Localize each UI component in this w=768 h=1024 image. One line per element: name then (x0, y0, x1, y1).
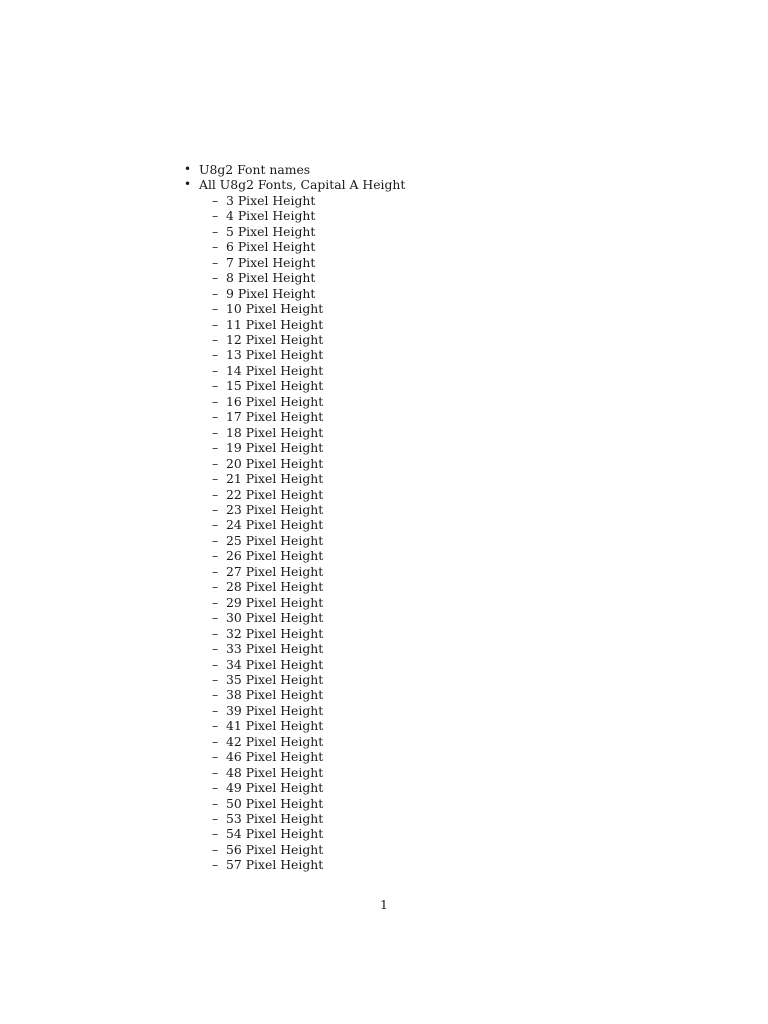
toc-item-label[interactable]: U8g2 Font names (199, 162, 311, 177)
toc-subitem[interactable] (199, 657, 405, 672)
toc-subitem-label[interactable]: 28 Pixel Height (226, 579, 324, 595)
toc-subitem[interactable] (199, 409, 405, 424)
dash-icon: – (212, 826, 219, 842)
toc-subitem[interactable] (199, 687, 405, 702)
toc-subitem-label[interactable]: 19 Pixel Height (226, 440, 324, 456)
dash-icon: – (212, 254, 219, 270)
toc-subitem-label[interactable]: 50 Pixel Height (226, 795, 324, 811)
toc-subitem[interactable] (199, 626, 405, 641)
toc-subitem[interactable] (199, 456, 405, 471)
dash-icon: – (212, 239, 219, 255)
dash-icon: – (212, 563, 219, 579)
toc-subitem-label[interactable]: 16 Pixel Height (226, 393, 324, 409)
toc-subitem-label[interactable]: 14 Pixel Height (226, 362, 324, 378)
dash-icon: – (212, 362, 219, 378)
toc-subitem-label[interactable]: 56 Pixel Height (226, 841, 324, 857)
dash-icon: – (212, 749, 219, 765)
toc-item-label[interactable]: All U8g2 Fonts, Capital A Height (199, 177, 406, 193)
toc-subitem-label[interactable]: 53 Pixel Height (226, 811, 324, 827)
toc-subitem-label[interactable]: 20 Pixel Height (226, 455, 324, 471)
toc-subitem-label[interactable]: 22 Pixel Height (226, 486, 324, 502)
dash-icon: – (212, 285, 219, 301)
dash-icon: – (212, 841, 219, 857)
dash-icon: – (212, 625, 219, 641)
toc-subitem-label[interactable]: 10 Pixel Height (226, 301, 324, 317)
toc-subitem-label[interactable]: 17 Pixel Height (226, 409, 324, 425)
toc-subitem-label[interactable]: 24 Pixel Height (226, 517, 324, 533)
toc-subitem-label[interactable]: 39 Pixel Height (226, 702, 324, 718)
toc-subitem-label[interactable]: 3 Pixel Height (226, 192, 316, 208)
toc-subitem[interactable] (199, 749, 405, 764)
toc-subitem[interactable] (199, 239, 405, 254)
toc-subitem[interactable] (199, 765, 405, 780)
toc-subitem-label[interactable]: 18 Pixel Height (226, 424, 324, 440)
dash-icon: – (212, 440, 219, 456)
toc-subitem[interactable] (199, 255, 405, 270)
toc-subitem[interactable] (199, 595, 405, 610)
toc-subitem[interactable] (199, 703, 405, 718)
bullet-icon: • (184, 177, 192, 192)
page-number: 1 (380, 897, 388, 912)
toc-subitem-label[interactable]: 48 Pixel Height (226, 764, 324, 780)
toc-subitem-label[interactable]: 49 Pixel Height (226, 780, 324, 796)
dash-icon: – (212, 671, 219, 687)
toc-subitem[interactable] (199, 317, 405, 332)
toc-subitem-label[interactable]: 54 Pixel Height (226, 826, 324, 842)
toc-subitem[interactable] (199, 857, 405, 872)
dash-icon: – (212, 702, 219, 718)
dash-icon: – (212, 424, 219, 440)
dash-icon: – (212, 409, 219, 425)
toc-subitem-label[interactable]: 34 Pixel Height (226, 656, 324, 672)
dash-icon: – (212, 795, 219, 811)
toc-subitem[interactable] (199, 208, 405, 223)
toc-sublist (199, 193, 405, 873)
toc-subitem-label[interactable]: 9 Pixel Height (226, 285, 316, 301)
toc-subitem[interactable] (199, 193, 405, 208)
toc-subitem-label[interactable]: 13 Pixel Height (226, 347, 324, 363)
toc-subitem-label[interactable]: 30 Pixel Height (226, 610, 324, 626)
toc-subitem[interactable] (199, 533, 405, 548)
dash-icon: – (212, 780, 219, 796)
toc-subitem-label[interactable]: 8 Pixel Height (226, 270, 316, 286)
toc-subitem-label[interactable]: 12 Pixel Height (226, 331, 324, 347)
toc-subitem[interactable] (199, 332, 405, 347)
toc-subitem-label[interactable]: 38 Pixel Height (226, 687, 324, 703)
toc-subitem[interactable] (199, 564, 405, 579)
dash-icon: – (212, 656, 219, 672)
dash-icon: – (212, 347, 219, 363)
dash-icon: – (212, 579, 219, 595)
toc-subitem-label[interactable]: 42 Pixel Height (226, 733, 324, 749)
dash-icon: – (212, 393, 219, 409)
dash-icon: – (212, 857, 219, 873)
toc-subitem[interactable] (199, 425, 405, 440)
toc-subitem[interactable] (199, 826, 405, 841)
toc-subitem[interactable] (199, 502, 405, 517)
toc-subitem-label[interactable]: 4 Pixel Height (226, 208, 316, 224)
toc-subitem[interactable] (199, 672, 405, 687)
toc-subitem[interactable] (199, 780, 405, 795)
dash-icon: – (212, 270, 219, 286)
toc-subitem[interactable] (199, 286, 405, 301)
dash-icon: – (212, 471, 219, 487)
toc-subitem-label[interactable]: 23 Pixel Height (226, 501, 324, 517)
toc-subitem[interactable] (199, 811, 405, 826)
toc-subitem-label[interactable]: 29 Pixel Height (226, 594, 324, 610)
dash-icon: – (212, 548, 219, 564)
toc-subitem-label[interactable]: 25 Pixel Height (226, 532, 324, 548)
toc-subitem-label[interactable]: 46 Pixel Height (226, 749, 324, 765)
dash-icon: – (212, 610, 219, 626)
toc-subitem-label[interactable]: 6 Pixel Height (226, 239, 316, 255)
toc-item[interactable] (184, 177, 405, 872)
toc-subitem-label[interactable]: 11 Pixel Height (226, 316, 324, 332)
toc-subitem[interactable] (199, 394, 405, 409)
toc-subitem-label[interactable]: 35 Pixel Height (226, 671, 324, 687)
toc-subitem-label[interactable]: 32 Pixel Height (226, 625, 324, 641)
toc-subitem[interactable] (199, 718, 405, 733)
table-of-contents (184, 162, 405, 873)
dash-icon: – (212, 811, 219, 827)
toc-subitem[interactable] (199, 440, 405, 455)
toc-subitem-label[interactable]: 41 Pixel Height (226, 718, 324, 734)
toc-subitem[interactable] (199, 641, 405, 656)
toc-item[interactable] (184, 162, 405, 177)
toc-subitem[interactable] (199, 378, 405, 393)
dash-icon: – (212, 301, 219, 317)
dash-icon: – (212, 764, 219, 780)
dash-icon: – (212, 316, 219, 332)
dash-icon: – (212, 331, 219, 347)
toc-subitem-label[interactable]: 5 Pixel Height (226, 223, 316, 239)
dash-icon: – (212, 208, 219, 224)
toc-subitem-label[interactable]: 26 Pixel Height (226, 548, 324, 564)
toc-subitem[interactable] (199, 270, 405, 285)
dash-icon: – (212, 687, 219, 703)
dash-icon: – (212, 733, 219, 749)
toc-subitem[interactable] (199, 548, 405, 563)
dash-icon: – (212, 486, 219, 502)
dash-icon: – (212, 223, 219, 239)
dash-icon: – (212, 594, 219, 610)
toc-subitem[interactable] (199, 734, 405, 749)
toc-subitem-label[interactable]: 27 Pixel Height (226, 563, 324, 579)
toc-subitem-label[interactable]: 15 Pixel Height (226, 378, 324, 394)
dash-icon: – (212, 378, 219, 394)
dash-icon: – (212, 517, 219, 533)
toc-subitem[interactable] (199, 363, 405, 378)
toc-subitem[interactable] (199, 610, 405, 625)
toc-subitem[interactable] (199, 487, 405, 502)
toc-subitem[interactable] (199, 517, 405, 532)
toc-subitem-label[interactable]: 33 Pixel Height (226, 641, 324, 657)
dash-icon: – (212, 192, 219, 208)
toc-subitem[interactable] (199, 347, 405, 362)
dash-icon: – (212, 532, 219, 548)
toc-subitem[interactable] (199, 842, 405, 857)
dash-icon: – (212, 718, 219, 734)
toc-subitem-label[interactable]: 57 Pixel Height (226, 857, 324, 873)
toc-subitem[interactable] (199, 579, 405, 594)
dash-icon: – (212, 501, 219, 517)
toc-subitem[interactable] (199, 224, 405, 239)
toc-subitem-label[interactable]: 21 Pixel Height (226, 471, 324, 487)
toc-subitem[interactable] (199, 471, 405, 486)
toc-subitem[interactable] (199, 301, 405, 316)
bullet-icon: • (184, 162, 192, 176)
dash-icon: – (212, 455, 219, 471)
toc-subitem-label[interactable]: 7 Pixel Height (226, 254, 316, 270)
dash-icon: – (212, 641, 219, 657)
toc-subitem[interactable] (199, 796, 405, 811)
